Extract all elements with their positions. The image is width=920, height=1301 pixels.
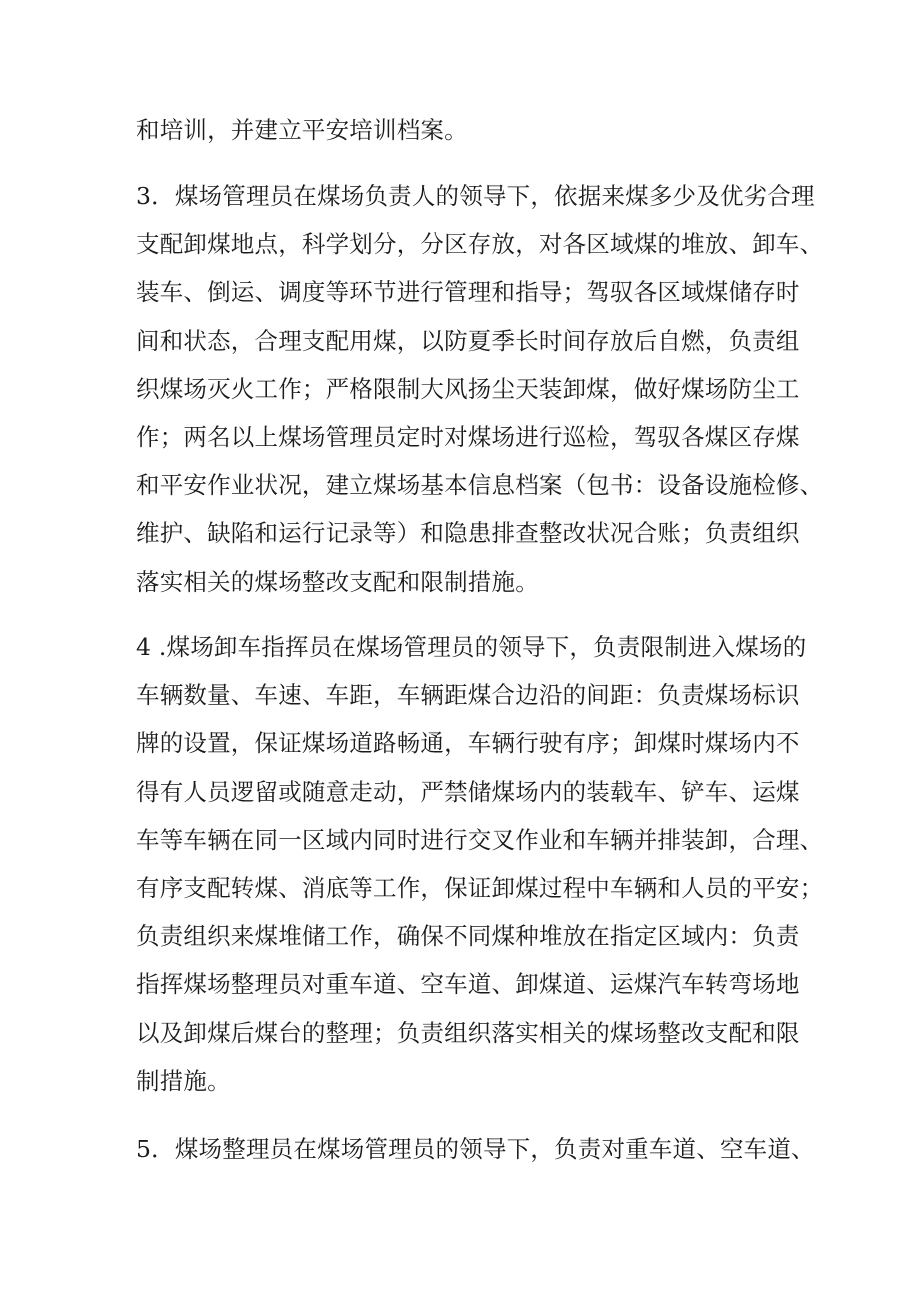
text-line: 和平安作业状况，建立煤场基本信息档案（包书：设备设施检修、	[136, 471, 824, 500]
text-line: 和培训，并建立平安培训档案。	[136, 116, 468, 144]
paragraph-item-5	[136, 1125, 815, 1173]
text-line: 负责组织来煤堆储工作，确保不同煤种堆放在指定区域内：负责	[136, 922, 800, 951]
text-line: 车等车辆在同一区域内同时进行交叉作业和车辆并排装卸，合理、	[136, 825, 824, 854]
text-line: 3．煤场管理员在煤场负责人的领导下，依据来煤多少及优劣合理	[136, 182, 815, 210]
text-line: 车辆数量、车速、车距，车辆距煤合边沿的间距：负责煤场标识	[136, 681, 800, 710]
text-line: 牌的设置，保证煤场道路畅通，车辆行驶有序；卸煤时煤场内不	[136, 729, 800, 758]
paragraph-intro	[136, 106, 796, 154]
text-line: 有序支配转煤、消底等工作，保证卸煤过程中车辆和人员的平安；	[136, 873, 824, 902]
text-line: 支配卸煤地点，科学划分，分区存放，对各区域煤的堆放、卸车、	[136, 230, 824, 259]
text-line: 5．煤场整理员在煤场管理员的领导下，负责对重车道、空车道、	[136, 1135, 815, 1163]
text-line: 制措施。	[136, 1066, 231, 1095]
text-line: 维护、缺陷和运行记录等）和隐患排查整改状况合账；负责组织	[136, 519, 800, 548]
text-line: 得有人员逻留或随意走动，严禁储煤场内的装载车、铲车、运煤	[136, 777, 800, 806]
text-line: 作；两名以上煤场管理员定时对煤场进行巡检，驾驭各煤区存煤	[136, 422, 800, 451]
text-line: 间和状态，合理支配用煤，以防夏季长时间存放后自燃，负责组	[136, 326, 800, 355]
paragraph-item-4	[136, 623, 824, 1105]
text-line: 装车、倒运、调度等环节进行管理和指导；驾驭各区域煤储存时	[136, 278, 800, 307]
text-line: 4 .煤场卸车指挥员在煤场管理员的领导下，负责限制进入煤场的	[136, 633, 807, 661]
text-line: 织煤场灭火工作；严格限制大风扬尘天装卸煤，做好煤场防尘工	[136, 374, 800, 403]
text-line: 以及卸煤后煤台的整理；负责组织落实相关的煤场整改支配和限	[136, 1018, 800, 1047]
text-line: 落实相关的煤场整改支配和限制措施。	[136, 567, 539, 596]
paragraph-item-3	[136, 172, 824, 606]
text-line: 指挥煤场整理员对重车道、空车道、卸煤道、运煤汽车转弯场地	[136, 970, 800, 999]
